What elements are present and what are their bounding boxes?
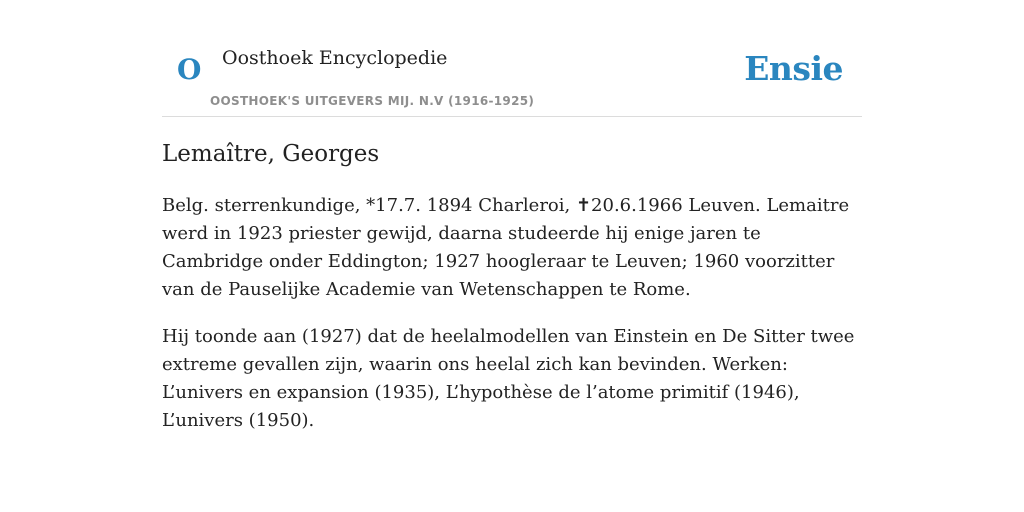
site-title[interactable]: Oosthoek Encyclopedie	[222, 47, 448, 69]
brand-logo[interactable]: Ensie	[744, 49, 843, 88]
article-paragraph: Hij toonde aan (1927) dat de heelalmodellen van Einstein en De Sitter twee extreme gevallen zijn, waarin ons heelal zich kan bevinden. Werken: L’univers en expansion (1935), L’hypothèse de l’atome primitif (1946), L’univers (1950).	[162, 326, 855, 431]
article-title: Lemaître, Georges	[162, 141, 380, 167]
article-paragraph: Belg. sterrenkundige, *17.7. 1894 Charleroi, ✝20.6.1966 Leuven. Lemaitre werd in 1923 priester gewijd, daarna studeerde hij enige jaren te Cambridge onder Eddington; 1927 hoogleraar te Leuven; 1960 voorzitter van de Pauselijke Academie van Wetenschappen te Rome.	[162, 195, 850, 300]
article	[162, 136, 864, 435]
site-logo-icon[interactable]: O	[177, 53, 202, 86]
publisher-subtitle: OOSTHOEK'S UITGEVERS MIJ. N.V (1916-1925)	[210, 94, 535, 108]
site-header	[162, 0, 862, 117]
